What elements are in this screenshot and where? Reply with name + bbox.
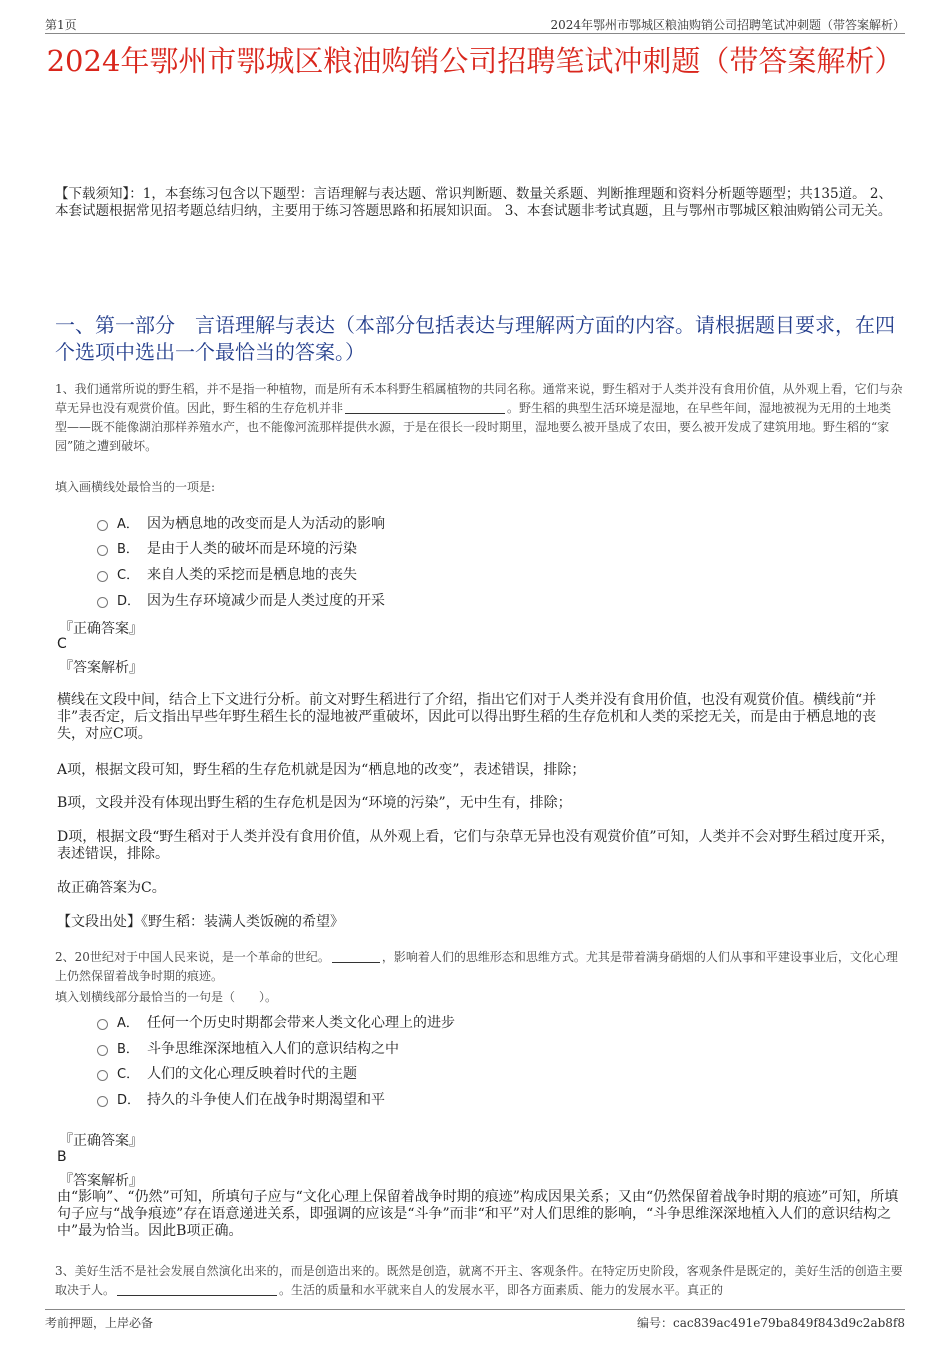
question-1-stem [55, 380, 903, 456]
fill-blank [345, 401, 505, 414]
running-header-title: 2024年鄂州市鄂城区粮油购销公司招聘笔试冲刺题（带答案解析） [550, 18, 905, 32]
document-title: 2024年鄂州市鄂城区粮油购销公司招聘笔试冲刺题（带答案解析） [46, 44, 904, 78]
download-notice: 【下载须知】：1，本套练习包含以下题型：言语理解与表达题、常识判断题、数量关系题、判断推理题和资料分析题等题型；共135道。 2、本套试题根据常见招考题总结归纳，主要用于练习答题思路和拓展知识面。 3、本套试题非考试真题，且与鄂州市鄂城区粮油购销公司无关。 [55, 186, 892, 219]
fill-blank [117, 1283, 277, 1296]
radio-icon[interactable] [97, 520, 108, 531]
q2-option-c[interactable]: C． 人们的文化心理反映着时代的主题 [97, 1063, 357, 1083]
q2-option-b[interactable]: B． 斗争思维深深地植入人们的意识结构之中 [97, 1038, 399, 1058]
q1-option-d[interactable]: D． 因为生存环境减少而是人类过度的开采 [97, 590, 385, 610]
radio-icon[interactable] [97, 597, 108, 608]
question-2-answer: B [57, 1149, 67, 1165]
question-1-text-b: 。野生稻的典型生活环境是湿地，在早些年间，湿地被视为无用的土地类型——既不能像湖泊那样养殖水产，也不能像河流那样提供水源，于是在很长一段时期里，湿地要么被开垦成了农田，要么被开发成了建筑用地。野生稻的“家园”随之遭到破坏。 [55, 401, 892, 453]
q1-option-a[interactable]: A． 因为栖息地的改变而是人为活动的影响 [97, 513, 385, 533]
q1-analysis-paragraph: A项，根据文段可知，野生稻的生存危机就是因为“栖息地的改变”，表述错误，排除； [57, 762, 586, 778]
section-heading: 一、第一部分 言语理解与表达（本部分包括表达与理解两方面的内容。请根据题目要求，在四个选项中选出一个最恰当的答案。） [55, 313, 895, 364]
q2-option-a[interactable]: A． 任何一个历史时期都会带来人类文化心理上的进步 [97, 1012, 455, 1032]
q1-analysis-paragraph: B项，文段并没有体现出野生稻的生存危机是因为“环境的污染”，无中生有，排除； [57, 795, 572, 811]
q2-option-d[interactable]: D． 持久的斗争使人们在战争时期渴望和平 [97, 1089, 385, 1109]
footer-rule [45, 1309, 905, 1310]
radio-icon[interactable] [97, 1045, 108, 1056]
q1-source: 【文段出处】《野生稻：装满人类饭碗的希望》 [57, 914, 344, 930]
radio-icon[interactable] [97, 1096, 108, 1107]
analysis-label: 『答案解析』 [59, 660, 143, 676]
header-rule [45, 33, 905, 34]
radio-icon[interactable] [97, 1019, 108, 1030]
radio-icon[interactable] [97, 1070, 108, 1081]
q1-analysis-paragraph: D项，根据文段“野生稻对于人类并没有食用价值，从外观上看，它们与杂草无异也没有观赏价值”可知，人类并不会对野生稻过度开采，表述错误，排除。 [57, 829, 895, 862]
question-1-answer: C [57, 636, 67, 652]
question-2-stem: 2、20世纪对于中国人民来说，是一个革命的世纪。 ，影响着人们的思维形态和思维方式。尤其是带着满身硝烟的人们从事和平建设事业后，文化心理上仍然保留着战争时期的痕迹。 [55, 950, 898, 983]
question-1-prompt: 填入画横线处最恰当的一项是: [55, 480, 216, 494]
footer-slogan: 考前押题，上岸必备 [45, 1316, 154, 1330]
document-code: 编号：cac839ac491e79ba849f843d9c2ab8f8 [637, 1316, 905, 1330]
q1-analysis-paragraph: 故正确答案为C。 [57, 880, 166, 896]
q1-analysis-paragraph: 横线在文段中间，结合上下文进行分析。前文对野生稻进行了介绍，指出它们对于人类并没有食用价值，也没有观赏价值。横线前“并非”表否定，后文指出早些年野生稻生长的湿地被严重破坏，因此可以得出野生稻的生存危机和人类的采挖无关，而是由于栖息地的丧失，对应C项。 [57, 692, 877, 742]
q1-option-c[interactable]: C． 来自人类的采挖而是栖息地的丧失 [97, 564, 357, 584]
correct-answer-label: 『正确答案』 [59, 1133, 143, 1149]
question-2-prompt: 填入划横线部分最恰当的一句是（ ）。 [55, 990, 278, 1004]
fill-blank [332, 950, 380, 963]
analysis-label: 『答案解析』 [59, 1173, 143, 1189]
question-3-stem: 3、美好生活不是社会发展自然演化出来的，而是创造出来的。既然是创造，就离不开主、客观条件。在特定历史阶段，客观条件是既定的，美好生活的创造主要取决于人。 。生活的质量和水平就来自人的发展水平，即各方面素质、能力的发展水平。真正的 [55, 1264, 903, 1297]
correct-answer-label: 『正确答案』 [59, 621, 143, 637]
q1-option-b[interactable]: B． 是由于人类的破坏而是环境的污染 [97, 538, 357, 558]
page-number: 第1页 [45, 18, 77, 32]
question-1-text-a: 1、我们通常所说的野生稻，并不是指一种植物，而是所有禾本科野生稻属植物的共同名称。通常来说，野生稻对于人类并没有食用价值，从外观上看，它们与杂草无异也没有观赏价值。因此，野生稻的生存危机并非 [55, 382, 903, 415]
radio-icon[interactable] [97, 571, 108, 582]
q2-analysis-paragraph: 由“影响”、“仍然”可知，所填句子应与“文化心理上保留着战争时期的痕迹”构成因果关系；又由“仍然保留着战争时期的痕迹”可知，所填句子应与“战争痕迹”存在语意递进关系，即强调的应该是“斗争”而非“和平”对人们思维的影响，“斗争思维深深地植入人们的意识结构之中”最为恰当。因此B项正确。 [57, 1189, 899, 1239]
radio-icon[interactable] [97, 545, 108, 556]
